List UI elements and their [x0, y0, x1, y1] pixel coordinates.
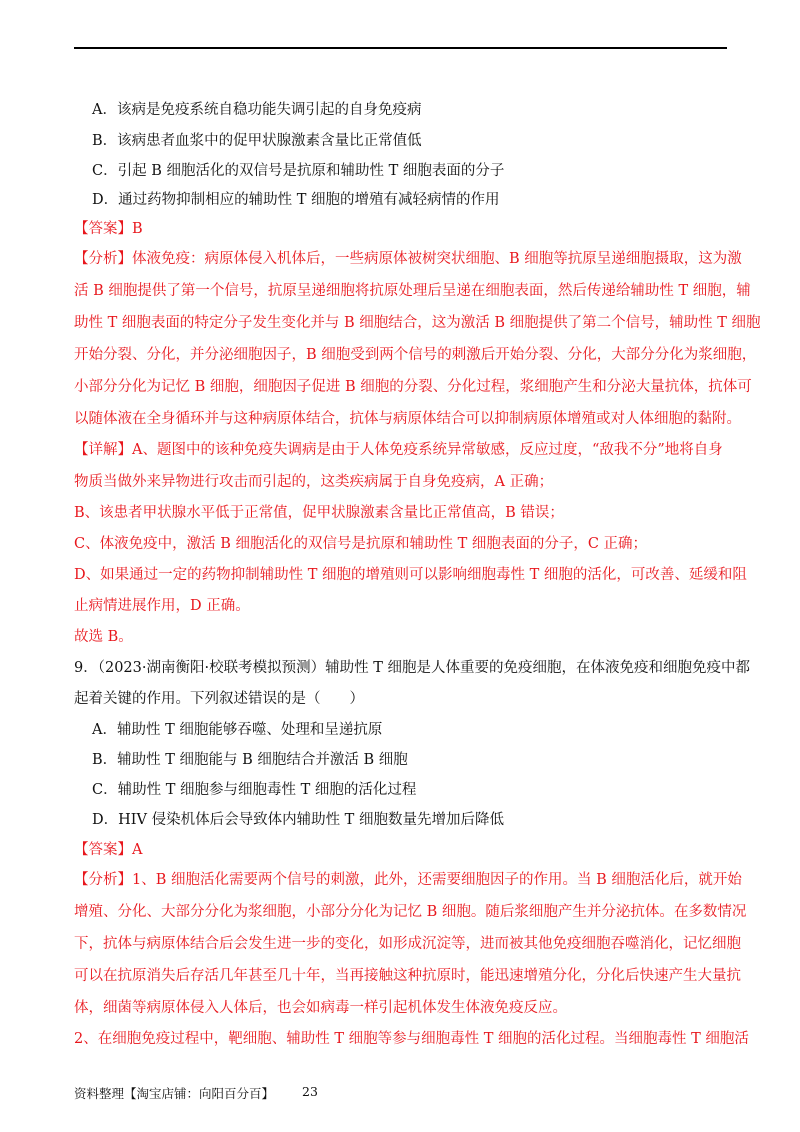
- q9-stem-line: 起着关键的作用。下列叙述错误的是（ ）: [74, 691, 364, 707]
- q8-analysis-line: 开始分裂、分化，并分泌细胞因子，B 细胞受到两个信号的刺激后开始分裂、分化，大部分分化为浆细胞，: [74, 347, 757, 363]
- q8-analysis-line: 小部分分化为记忆 B 细胞，细胞因子促进 B 细胞的分裂、分化过程，浆细胞产生和分泌大量抗体，抗体可: [74, 379, 752, 395]
- q8-analysis-line: 以随体液在全身循环并与这种病原体结合，抗体与病原体结合可以抑制病原体增殖或对人体细胞的黏附。: [74, 411, 741, 427]
- analysis-label: 【分析】: [74, 251, 132, 267]
- detail-text: A、题图中的该种免疫失调病是由于人体免疫系统异常敏感，反应过度，“敌我不分”地将自身: [132, 442, 723, 458]
- answer-label: 【答案】: [74, 842, 132, 858]
- q8-option-b: B．该病患者血浆中的促甲状腺激素含量比正常值低: [92, 133, 422, 149]
- q8-analysis-line: 活 B 细胞提供了第一个信号，抗原呈递细胞将抗原处理后呈递在细胞表面，然后传递给辅助性 T 细胞，辅: [74, 283, 751, 299]
- q8-detail-line: 止病情进展作用，D 正确。: [74, 598, 250, 614]
- q8-detail-line: 物质当做外来异物进行攻击而引起的，这类疾病属于自身免疫病，A 正确；: [74, 474, 554, 490]
- analysis-label: 【分析】: [74, 872, 132, 888]
- answer-value: A: [132, 842, 143, 858]
- q9-stem-line: 9．（2023·湖南衡阳·校联考模拟预测）辅助性 T 细胞是人体重要的免疫细胞，在体液免疫和细胞免疫中都: [74, 660, 750, 676]
- q8-answer: [74, 219, 734, 239]
- answer-value: B: [132, 221, 143, 237]
- q9-analysis-line: 2、在细胞免疫过程中，靶细胞、辅助性 T 细胞等参与细胞毒性 T 细胞的活化过程。当细胞毒性 T 细胞活: [74, 1031, 749, 1047]
- q8-analysis-line: [74, 249, 742, 269]
- header-rule: [74, 47, 727, 49]
- q8-option-c: C．引起 B 细胞活化的双信号是抗原和辅助性 T 细胞表面的分子: [92, 163, 505, 179]
- q8-detail-line: C、体液免疫中，激活 B 细胞活化的双信号是抗原和辅助性 T 细胞表面的分子，C 正确；: [74, 536, 648, 552]
- q8-option-a: A．该病是免疫系统自稳功能失调引起的自身免疫病: [92, 102, 422, 118]
- analysis-text: 体液免疫：病原体侵入机体后，一些病原体被树突状细胞、B 细胞等抗原呈递细胞摄取，这为激: [132, 251, 742, 267]
- page-number: 23: [302, 1084, 318, 1099]
- q9-option-d: D．HIV 侵染机体后会导致体内辅助性 T 细胞数量先增加后降低: [92, 812, 504, 828]
- q8-detail-line: D、如果通过一定的药物抑制辅助性 T 细胞的增殖则可以影响细胞毒性 T 细胞的活化，可改善、延缓和阻: [74, 567, 747, 583]
- q9-analysis-line: 体，细菌等病原体侵入人体后，也会如病毒一样引起机体发生体液免疫反应。: [74, 1000, 567, 1016]
- q9-analysis-line: 可以在抗原消失后存活几年甚至几十年，当再接触这种抗原时，能迅速增殖分化，分化后快速产生大量抗: [74, 968, 741, 984]
- q9-analysis-line: 增殖、分化、大部分分化为浆细胞，小部分分化为记忆 B 细胞。随后浆细胞产生并分泌抗体。在多数情况: [74, 904, 747, 920]
- detail-label: 【详解】: [74, 442, 132, 458]
- analysis-text: 1、B 细胞活化需要两个信号的刺激，此外，还需要细胞因子的作用。当 B 细胞活化后，就开始: [132, 872, 742, 888]
- answer-label: 【答案】: [74, 221, 132, 237]
- q9-option-b: B．辅助性 T 细胞能与 B 细胞结合并激活 B 细胞: [92, 752, 408, 768]
- q8-conclusion: 故选 B。: [74, 629, 133, 645]
- q8-option-d: D．通过药物抑制相应的辅助性 T 细胞的增殖有减轻病情的作用: [92, 192, 500, 208]
- q9-option-c: C．辅助性 T 细胞参与细胞毒性 T 细胞的活化过程: [92, 782, 417, 798]
- q8-detail-line: [74, 440, 734, 460]
- q9-answer: [74, 840, 734, 860]
- q9-analysis-line: 下，抗体与病原体结合后会发生进一步的变化，如形成沉淀等，进而被其他免疫细胞吞噬消化，记忆细胞: [74, 936, 741, 952]
- footer-source: 资料整理【淘宝店铺：向阳百分百】: [74, 1086, 275, 1101]
- q9-analysis-line: [74, 870, 742, 890]
- q9-option-a: A．辅助性 T 细胞能够吞噬、处理和呈递抗原: [92, 722, 383, 738]
- q8-analysis-line: 助性 T 细胞表面的特定分子发生变化并与 B 细胞结合，这为激活 B 细胞提供了第二个信号，辅助性 T 细胞: [74, 315, 761, 331]
- q8-detail-line: B、该患者甲状腺水平低于正常值，促甲状腺激素含量比正常值高，B 错误；: [74, 505, 564, 521]
